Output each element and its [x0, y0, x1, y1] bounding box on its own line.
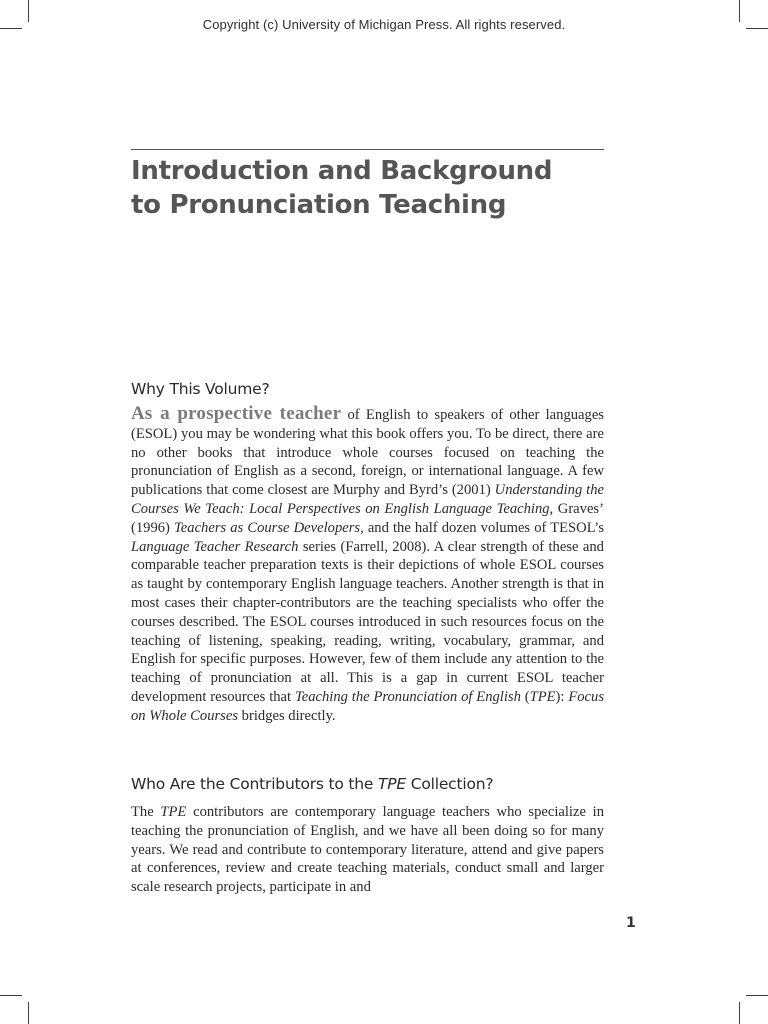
book-title: Understanding the Courses We Teach: Local Perspectives on English Language Teaching	[131, 482, 604, 517]
chapter-title	[131, 154, 552, 222]
crop-mark	[739, 1002, 740, 1024]
body-text: of English to speakers of other languages (ESOL) you may be wondering what this book offers you. To be direct, there are no other books that introduce whole courses focused on teaching the pronunciation of English as a second, foreign, or international language. A few publications that come closest are Murphy and Byrd’s (2001)	[131, 407, 604, 499]
copyright-notice: Copyright (c) University of Michigan Press. All rights reserved.	[202, 17, 566, 32]
book-subtitle: Focus on Whole Courses	[131, 688, 604, 724]
page-number: 1	[626, 915, 636, 931]
crop-mark	[0, 995, 22, 996]
book-title-abbrev: TPE	[529, 688, 556, 705]
book-title: Teaching the Pronunciation of English	[294, 688, 521, 705]
crop-mark	[28, 1002, 29, 1024]
body-text: series (Farrell, 2008). A clear strength of these and comparable teacher preparation texts is their depictions of whole ESOL courses as taught by contemporary English language teachers. Another strength is that in most cases their chapter-contributors are the teaching specialists who offer the courses described. The ESOL courses introduced in such resources focus on the teaching of listening, speaking, reading, writing, vocabulary, grammar, and English for specific purposes. However, few of them include any attention to the teaching of pronunciation at all. This is a gap in current ESOL teacher development resources that	[131, 538, 604, 705]
body-text: , and the half dozen volumes of TESOL’s	[360, 519, 605, 536]
section-heading-contributors	[131, 775, 493, 793]
lead-in-text: As a prospective teacher	[131, 403, 342, 424]
heading-italic: TPE	[377, 775, 406, 793]
chapter-title-line2: to Pronunciation Teaching	[131, 190, 507, 220]
heading-text: Who Are the Contributors to the	[131, 775, 378, 793]
book-title-abbrev: TPE	[160, 804, 187, 820]
title-rule	[131, 149, 604, 150]
heading-text: Collection?	[405, 775, 494, 793]
body-text: bridges directly.	[238, 707, 336, 724]
body-text: ):	[555, 688, 569, 705]
book-title: Teachers as Course Developers	[174, 519, 361, 536]
body-text: contributors are contemporary language teachers who specialize in teaching the pronunciation of English, and we have all been doing so for many years. We read and contribute to contemporary literature, attend and give papers at conferences, review and create teaching materials, conduct small and larger scale research projects, participate in and	[131, 804, 604, 896]
crop-mark	[746, 995, 768, 996]
chapter-title-line1: Introduction and Background	[131, 156, 553, 186]
body-text: , Graves’ (1996)	[131, 500, 604, 536]
section-why-paragraph	[131, 405, 604, 726]
body-text: The	[131, 804, 161, 820]
section-contributors-paragraph	[131, 803, 604, 897]
section-heading-why: Why This Volume?	[131, 380, 270, 398]
body-text: (	[520, 688, 530, 705]
series-title: Language Teacher Research	[131, 538, 299, 555]
